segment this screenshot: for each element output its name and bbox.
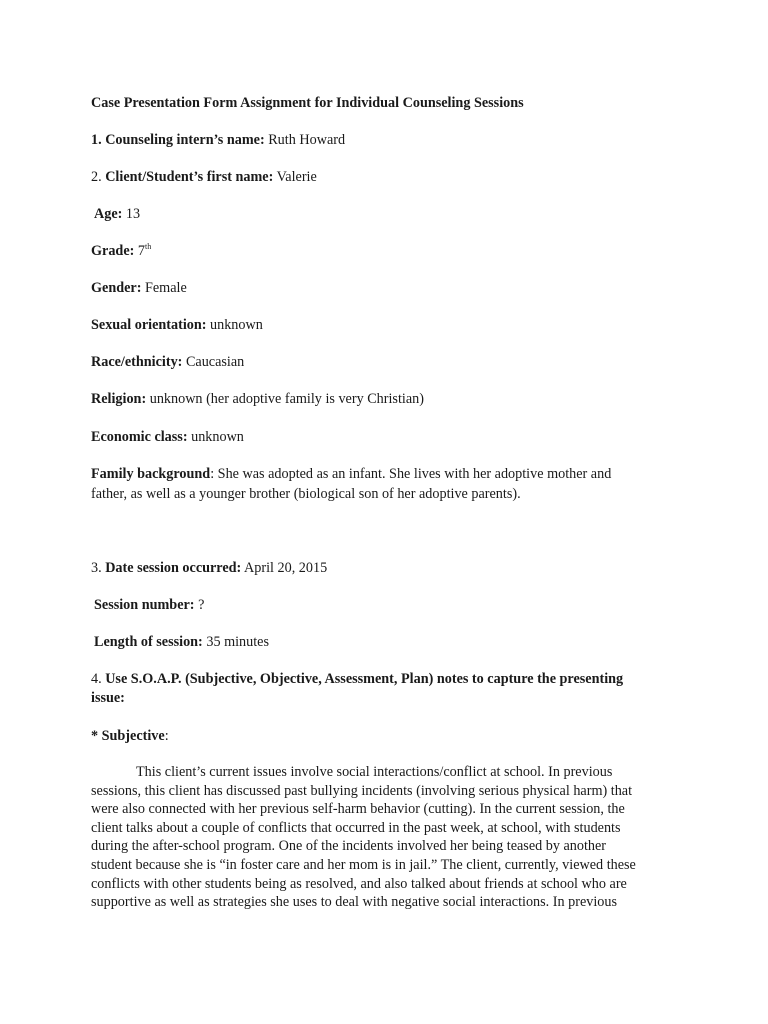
subjective-label: * Subjective (91, 728, 165, 744)
grade-field (91, 242, 151, 261)
religion-label: Religion: (91, 391, 147, 407)
document-title: Case Presentation Form Assignment for Individual Counseling Sessions (91, 95, 524, 111)
sexual-orientation-label: Sexual orientation: (91, 317, 207, 333)
subjective-paragraph (91, 763, 681, 912)
session-date-value: April 20, 2015 (244, 560, 328, 576)
paragraph-line: supportive as well as strategies she uses to deal with negative social interactions. In previous (91, 894, 617, 911)
intern-name-field (91, 131, 345, 150)
paragraph-line: student because she is “in foster care and her mom is in jail.” The client, currently, viewed these (91, 856, 636, 873)
grade-value: 7 (137, 243, 145, 259)
paragraph-line: were also connected with her previous self-harm behavior (cutting). In the current session, the (91, 801, 625, 818)
religion-value: unknown (her adoptive family is very Christian) (149, 391, 424, 407)
soap-number: 4. (91, 671, 106, 687)
soap-heading-line-1: Use S.O.A.P. (Subjective, Objective, Assessment, Plan) notes to capture the presenting (105, 671, 624, 687)
economic-class-value: unknown (191, 429, 244, 445)
session-length-value: 35 minutes (206, 634, 270, 650)
family-background-label: Family background (91, 466, 211, 482)
session-number-label: Session number: (94, 597, 195, 613)
session-date-field (91, 559, 327, 578)
client-name-label: Client/Student’s first name: (105, 169, 274, 185)
paragraph-line: client talks about a couple of conflicts that occurred in the past week, at school, with students (91, 819, 621, 836)
gender-value: Female (144, 280, 187, 296)
age-value: 13 (125, 206, 141, 222)
race-field (91, 353, 244, 372)
economic-class-label: Economic class: (91, 429, 188, 445)
family-background-field (91, 465, 611, 484)
intern-name-value: Ruth Howard (268, 132, 346, 148)
race-label: Race/ethnicity: (91, 354, 183, 370)
soap-heading (91, 670, 623, 689)
session-number-field (94, 596, 204, 615)
religion-field (91, 390, 424, 409)
client-name-field (91, 168, 317, 187)
paragraph-line: sessions, this client has discussed past bullying incidents (involving serious physical harm) that (91, 782, 633, 799)
paragraph-line: conflicts with other students being as resolved, and also talked about friends at school who are (91, 875, 627, 892)
gender-label: Gender: (91, 280, 142, 296)
client-name-value: Valerie (276, 169, 317, 185)
session-length-label: Length of session: (94, 634, 203, 650)
gender-field (91, 279, 187, 298)
client-number: 2. (91, 169, 106, 185)
sexual-orientation-field (91, 316, 263, 335)
sexual-orientation-value: unknown (210, 317, 263, 333)
age-field (94, 205, 140, 224)
session-date-label: Date session occurred: (105, 560, 242, 576)
intern-name-label: 1. Counseling intern’s name: (91, 132, 265, 148)
paragraph-line: This client’s current issues involve social interactions/conflict at school. In previous (136, 764, 613, 780)
subjective-heading (91, 727, 169, 746)
race-value: Caucasian (185, 354, 245, 370)
soap-heading-line-2: issue: (91, 690, 125, 706)
age-label: Age: (94, 206, 123, 222)
family-background-line-2: father, as well as a younger brother (biological son of her adoptive parents). (91, 486, 521, 502)
session-length-field (94, 633, 269, 652)
paragraph-line: during the after-school program. One of the incidents involved her being teased by another (91, 838, 607, 855)
family-background-line-1: : She was adopted as an infant. She lives with her adoptive mother and (210, 466, 612, 482)
session-date-number: 3. (91, 560, 106, 576)
grade-suffix: th (144, 242, 152, 251)
soap-heading-line-2-wrap (91, 689, 125, 708)
subjective-colon: : (164, 728, 169, 744)
economic-class-field (91, 428, 244, 447)
grade-label: Grade: (91, 243, 135, 259)
session-number-value: ? (198, 597, 205, 613)
